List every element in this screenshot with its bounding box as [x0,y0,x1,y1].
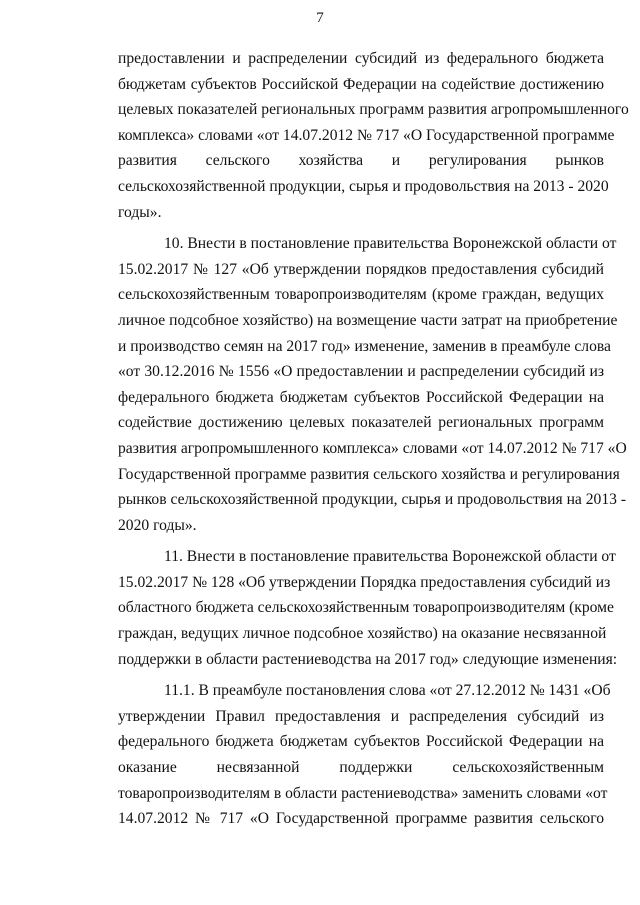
page-number: 7 [316,10,324,26]
text-line: годы». [118,203,162,221]
text-line: поддержки в области растениеводства на 2017 год» следующие изменения: [118,650,618,668]
text-line: граждан, ведущих личное подсобное хозяйство) на оказание несвязанной [118,625,607,643]
text-line: развития агропромышленного комплекса» словами «от 14.07.2012 № 717 «О [118,439,627,457]
text-line: федерального бюджета бюджетам субъектов Российской Федерации на [118,388,604,406]
paragraph-10-first-line: 10. Внести в постановление правительства Воронежской области от [164,235,617,253]
text-line: товаропроизводителям в области растениеводства» заменить словами «от [118,784,608,802]
text-line: 15.02.2017 № 128 «Об утверждении Порядка предоставления субсидий из [118,573,611,591]
text-line: бюджетам субъектов Российской Федерации на содействие достижению [118,75,604,93]
text-line: сельскохозяйственным товаропроизводителям (кроме граждан, ведущих [118,286,604,304]
text-line: «от 30.12.2016 № 1556 «О предоставлении и распределении субсидий из [118,363,604,381]
paragraph-11-1-first-line: 11.1. В преамбуле постановления слова «от 27.12.2012 № 1431 «Об [164,682,611,700]
text-line: комплекса» словами «от 14.07.2012 № 717 «О Государственной программе [118,126,615,144]
text-line: развития сельского хозяйства и регулирования рынков [118,152,604,170]
text-line: федерального бюджета бюджетам субъектов Российской Федерации на [118,733,604,751]
text-line: предоставлении и распределении субсидий из федерального бюджета [118,50,604,67]
text-line: 15.02.2017 № 127 «Об утверждении порядков предоставления субсидий [118,260,604,278]
text-line: оказание несвязанной поддержки сельскохозяйственным [118,759,604,777]
text-line: областного бюджета сельскохозяйственным товаропроизводителям (кроме [118,599,614,617]
text-line: Государственной программе развития сельского хозяйства и регулирования [118,465,620,483]
text-line: содействие достижению целевых показателей региональных программ [118,414,604,432]
text-line: рынков сельскохозяйственной продукции, сырья и продовольствия на 2013 - [118,491,627,509]
text-line: 14.07.2012 № 717 «О Государственной программе развития сельского [118,810,604,828]
text-line: и производство семян на 2017 год» изменение, заменив в преамбуле слова [118,337,611,355]
text-line: личное подсобное хозяйство) на возмещение части затрат на приобретение [118,311,618,329]
text-line: целевых показателей региональных программ развития агропромышленного [118,101,629,119]
text-line: 2020 годы». [118,516,197,534]
text-line: сельскохозяйственной продукции, сырья и продовольствия на 2013 - 2020 [118,177,609,195]
paragraph-11-first-line: 11. Внести в постановление правительства Воронежской области от [164,548,616,566]
text-line: утверждении Правил предоставления и распределения субсидий из [118,707,604,725]
document-body [118,46,629,832]
